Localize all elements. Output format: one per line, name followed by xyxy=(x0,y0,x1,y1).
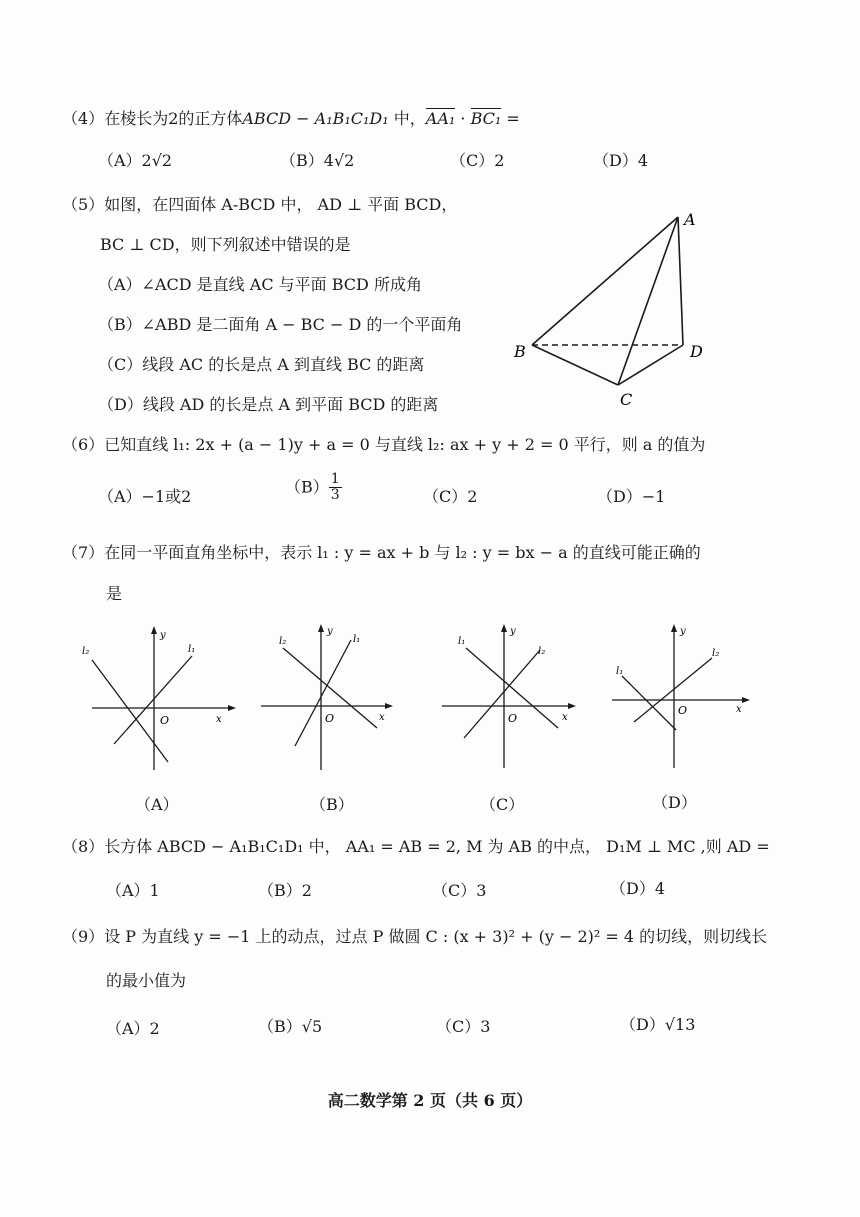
label-l2: l₂ xyxy=(279,636,287,647)
fraction-denominator: 3 xyxy=(330,487,340,504)
q4-option-b: （B）4√2 xyxy=(280,151,355,170)
q4-option-a: （A）2√2 xyxy=(98,151,173,170)
q7-graph-d xyxy=(608,618,758,778)
x-label: x xyxy=(562,712,568,723)
q9-option-c: （C）3 xyxy=(436,1017,491,1036)
origin-label: O xyxy=(508,712,518,725)
q7-graph-c-label: （C） xyxy=(480,795,525,814)
origin-label: O xyxy=(678,704,688,717)
q6-option-b-label: （B） xyxy=(285,477,329,497)
label-l2: l₂ xyxy=(82,646,90,657)
q7-graph-a-label: （A） xyxy=(135,795,179,814)
x-axis-arrow xyxy=(742,697,750,703)
line-l2 xyxy=(464,650,540,738)
line-l1 xyxy=(295,640,351,746)
q6-option-b xyxy=(285,472,342,504)
label-l1: l₁ xyxy=(458,636,466,647)
q8-option-d: （D）4 xyxy=(610,879,666,898)
question-4 xyxy=(62,106,520,129)
y-label: y xyxy=(160,630,166,641)
q6-text: 已知直线 l₁: 2x + (a − 1)y + a = 0 与直线 l₂: ax + y + 2 = 0 平行，则 a 的值为 xyxy=(104,435,706,454)
question-9 xyxy=(62,924,767,947)
line-l2 xyxy=(92,660,168,762)
q4-dot: · xyxy=(455,109,471,128)
q4-mid: 中， xyxy=(388,109,426,128)
q4-text: 在棱长为2的正方体 xyxy=(104,109,243,128)
q5-option-d: （D）线段 AD 的长是点 A 到平面 BCD 的距离 xyxy=(98,395,439,414)
edge-ab xyxy=(532,217,678,345)
edge-bc xyxy=(532,345,618,385)
question-6 xyxy=(62,432,705,455)
label-l1: l₁ xyxy=(616,666,624,677)
q7-text: 在同一平面直角坐标中，表示 l₁ : y = ax + b 与 l₂ : y = bx − a 的直线可能正确的 xyxy=(104,543,701,562)
y-axis-arrow xyxy=(671,624,677,632)
page-footer: 高二数学第 2 页（共 6 页） xyxy=(327,1091,533,1110)
x-label: x xyxy=(736,704,742,715)
vertex-d-label: D xyxy=(690,342,703,361)
q7-graph-a xyxy=(80,620,240,780)
x-label: x xyxy=(379,712,385,723)
vertex-a-label: A xyxy=(684,210,696,229)
q7-graph-b xyxy=(255,618,405,778)
y-label: y xyxy=(327,626,333,637)
q4-solid: ABCD − A₁B₁C₁D₁ xyxy=(242,109,389,128)
q7-graph-c xyxy=(438,618,588,778)
edge-cd xyxy=(618,345,683,385)
q8-option-b: （B）2 xyxy=(258,881,312,900)
edge-ac xyxy=(618,217,678,385)
q4-option-c: （C）2 xyxy=(450,151,505,170)
vertex-b-label: B xyxy=(514,342,526,361)
q9-option-a: （A）2 xyxy=(106,1019,160,1038)
x-axis-arrow xyxy=(568,703,576,709)
question-8 xyxy=(62,834,770,857)
q8-option-c: （C）3 xyxy=(432,881,487,900)
edge-ad xyxy=(678,217,683,345)
q8-text: 长方体 ABCD − A₁B₁C₁D₁ 中， AA₁ = AB = 2, M 为 AB 的中点， D₁M ⊥ MC ,则 AD = xyxy=(104,837,770,856)
q6-option-c: （C）2 xyxy=(423,487,478,506)
q4-vector-2: BC₁ xyxy=(470,109,502,128)
label-l2: l₂ xyxy=(538,646,546,657)
x-axis-arrow xyxy=(385,703,393,709)
line-l2 xyxy=(634,658,712,722)
x-label: x xyxy=(216,714,222,725)
label-l1: l₁ xyxy=(188,644,196,655)
q4-number: （4） xyxy=(62,109,105,128)
label-l2: l₂ xyxy=(712,648,720,659)
vertex-c-label: C xyxy=(620,390,633,409)
origin-label: O xyxy=(160,714,170,727)
x-axis-arrow xyxy=(228,705,236,711)
y-axis-arrow xyxy=(151,626,157,634)
question-5 xyxy=(62,192,457,215)
q5-option-b: （B）∠ABD 是二面角 A − BC − D 的一个平面角 xyxy=(98,315,463,334)
q4-equals: = xyxy=(501,109,520,128)
fraction-one-third xyxy=(329,472,342,504)
q6-option-a: （A）−1或2 xyxy=(98,487,192,506)
label-l1: l₁ xyxy=(353,634,361,645)
q6-option-d: （D）−1 xyxy=(597,487,666,506)
q8-number: （8） xyxy=(62,837,105,856)
q7-graph-d-label: （D） xyxy=(652,793,697,812)
q7-graph-b-label: （B） xyxy=(310,795,354,814)
q5-number: （5） xyxy=(62,195,105,214)
origin-label: O xyxy=(325,712,335,725)
tetrahedron-figure xyxy=(500,205,730,410)
q4-option-d: （D）4 xyxy=(593,151,649,170)
q5-line-2: BC ⊥ CD，则下列叙述中错误的是 xyxy=(100,235,351,254)
y-label: y xyxy=(680,626,686,637)
line-l1 xyxy=(622,676,676,730)
q7-number: （7） xyxy=(62,543,105,562)
line-l1 xyxy=(114,656,192,744)
q9-text: 设 P 为直线 y = −1 上的动点，过点 P 做圆 C : (x + 3)² + (y − 2)² = 4 的切线，则切线长 xyxy=(104,927,768,946)
q7-text-2: 是 xyxy=(106,584,123,603)
y-label: y xyxy=(510,626,516,637)
y-axis-arrow xyxy=(318,624,324,632)
q9-option-d: （D）√13 xyxy=(620,1015,696,1034)
q9-option-b: （B）√5 xyxy=(258,1017,323,1036)
q8-option-a: （A）1 xyxy=(106,881,160,900)
question-7 xyxy=(62,540,701,563)
q5-option-c: （C）线段 AC 的长是点 A 到直线 BC 的距离 xyxy=(98,355,425,374)
q5-line-1: 如图，在四面体 A-BCD 中， AD ⊥ 平面 BCD， xyxy=(104,195,458,214)
q5-option-a: （A）∠ACD 是直线 AC 与平面 BCD 所成角 xyxy=(98,275,422,294)
q4-vector-1: AA₁ xyxy=(425,109,456,128)
y-axis-arrow xyxy=(501,624,507,632)
q9-number: （9） xyxy=(62,927,105,946)
q9-text-2: 的最小值为 xyxy=(106,971,187,990)
fraction-numerator: 1 xyxy=(330,471,340,487)
q6-number: （6） xyxy=(62,435,105,454)
